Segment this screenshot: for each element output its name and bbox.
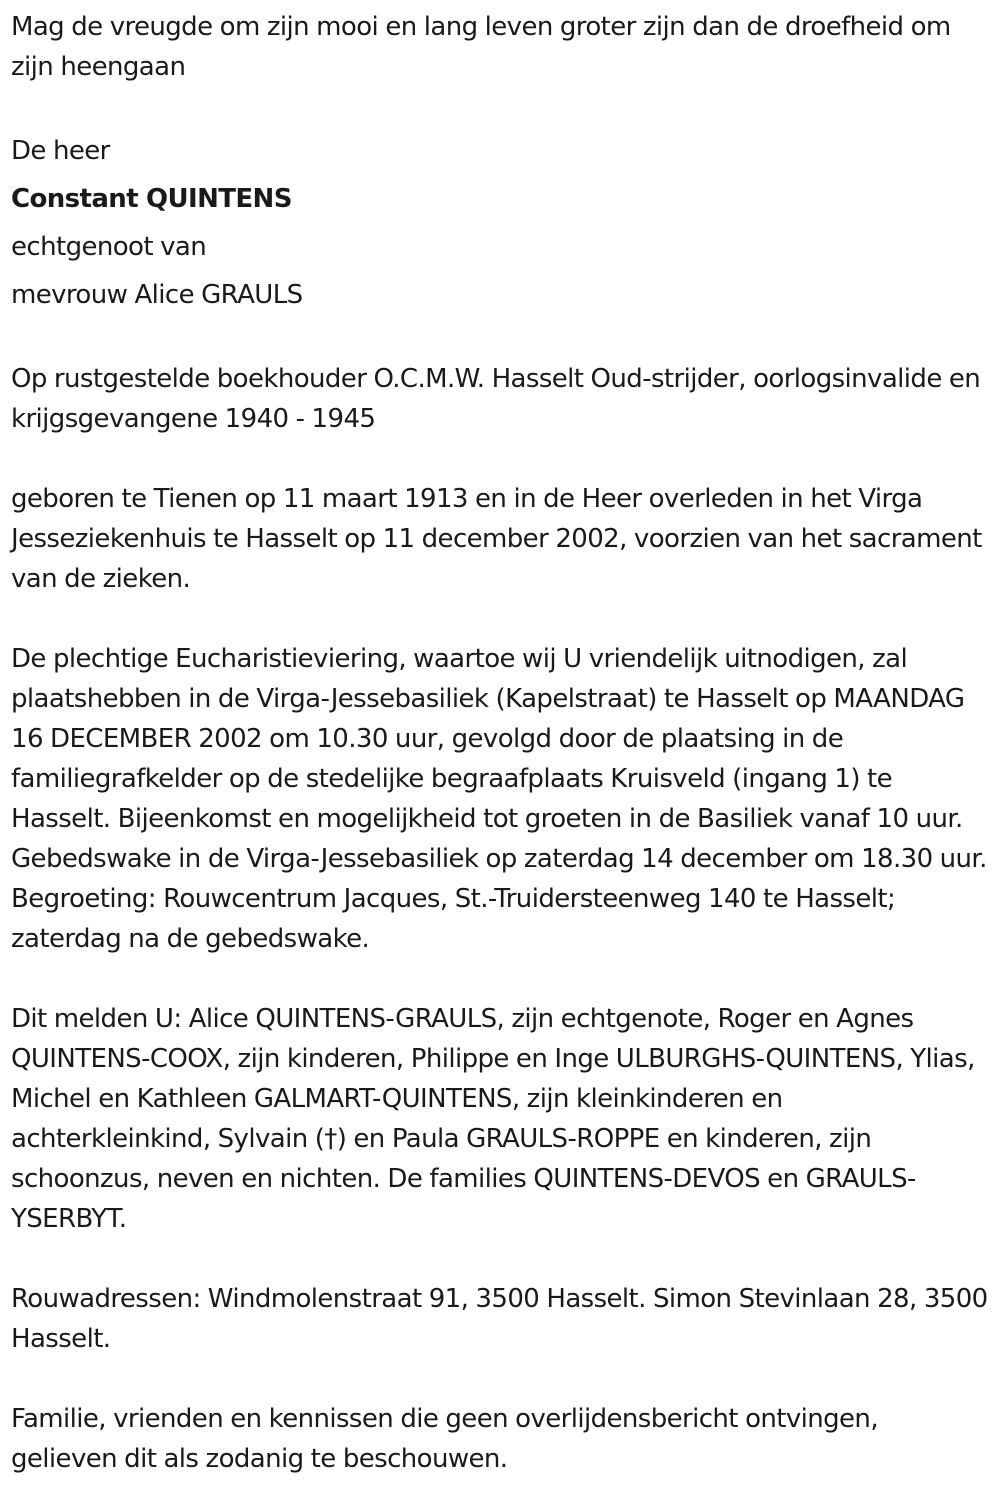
salutation: De heer (11, 136, 110, 166)
spacer (11, 319, 988, 359)
spacer (11, 959, 988, 999)
spacer (11, 439, 988, 479)
ceremony-text: De plechtige Eucharistieviering, waartoe wij U vriendelijk uitnodigen, zal plaatshebben in de Virga-Jessebasiliek (Kapelstraat) te Hasselt op MAANDAG 16 DECEMBER 2002 om 10.30 uur, gevolgd door de plaatsing in de familiegrafkelder op de stedelijke begraafplaats Kruisveld (ingang 1) te Hasselt. Bijeenkomst en mogelijkheid tot groeten in de Basiliek vanaf 10 uur. Gebedswake in de Virga-Jessebasiliek op zaterdag 14 december om 18.30 uur. Begroeting: Rouwcentrum Jacques, St.-Truidersteenweg 140 te Hasselt; zaterdag na de gebedswake. (11, 644, 987, 954)
spacer (11, 599, 988, 639)
spouse-name: mevrouw Alice GRAULS (11, 280, 303, 310)
deceased-name: Constant QUINTENS (11, 184, 292, 214)
spacer (11, 1239, 988, 1279)
relation-text: echtgenoot van (11, 232, 207, 262)
closing-text: Familie, vrienden en kennissen die geen overlijdensbericht ontvingen, gelieven dit als zodanig te beschouwen. (11, 1404, 878, 1474)
birth-death-text: geboren te Tienen op 11 maart 1913 en in de Heer overleden in het Virga Jesseziekenhuis te Hasselt op 11 december 2002, voorzien van het sacrament van de zieken. (11, 484, 982, 594)
opening-text: Mag de vreugde om zijn mooi en lang leven groter zijn dan de droefheid om zijn heengaan (11, 12, 951, 82)
addresses-text: Rouwadressen: Windmolenstraat 91, 3500 Hasselt. Simon Stevinlaan 28, 3500 Hasselt. (11, 1284, 988, 1354)
announcers-text: Dit melden U: Alice QUINTENS-GRAULS, zijn echtgenote, Roger en Agnes QUINTENS-COOX, zijn kinderen, Philippe en Inge ULBURGHS-QUINTENS, Ylias, Michel en Kathleen GALMART-QUINTENS, zijn kleinkinderen en achterkleinkind, Sylvain (†) en Paula GRAULS-ROPPE en kinderen, zijn schoonzus, neven en nichten. De families QUINTENS-DEVOS en GRAULS-YSERBYT. (11, 1004, 975, 1234)
profession-text: Op rustgestelde boekhouder O.C.M.W. Hasselt Oud-strijder, oorlogsinvalide en krijgsgevangene 1940 - 1945 (11, 364, 981, 434)
spacer (11, 1359, 988, 1399)
spacer (11, 87, 988, 127)
